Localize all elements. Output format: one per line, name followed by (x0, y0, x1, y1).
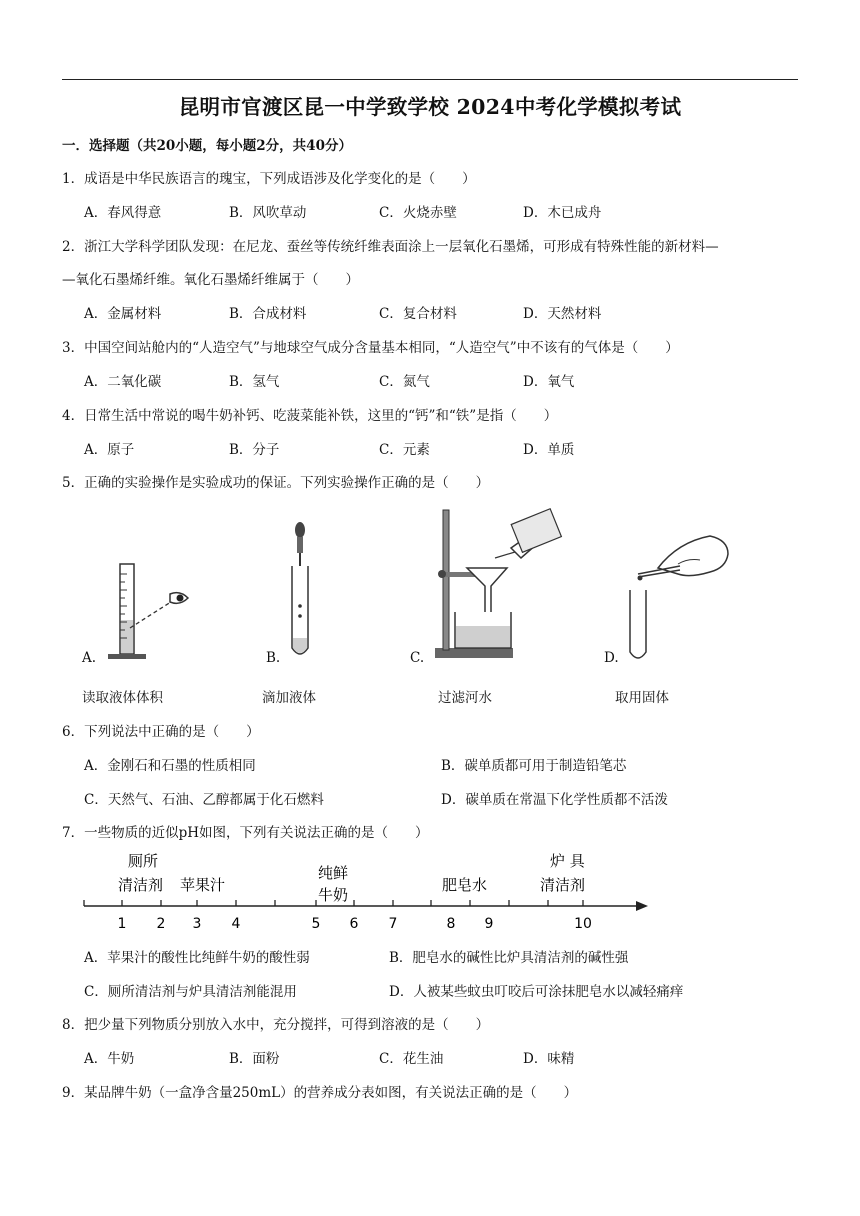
q4-option-c[interactable]: C．元素 (379, 442, 430, 458)
q5-letter-c: C. (410, 650, 425, 666)
q8-option-d[interactable]: D．味精 (523, 1051, 575, 1067)
ph-tick-5: 5 (311, 916, 321, 932)
ph-tick-9: 9 (484, 916, 494, 932)
q8-option-c[interactable]: C．花生油 (379, 1051, 444, 1067)
question-2-stem-line1: 2．浙江大学科学团队发现：在尼龙、蚕丝等传统纤维表面涂上一层氧化石墨烯，可形成有特殊性能的新材料— (62, 239, 719, 255)
ph-tick-6: 6 (349, 916, 359, 932)
graduated-cylinder-reading-figure (100, 560, 200, 665)
q3-option-d[interactable]: D．氧气 (523, 374, 575, 390)
tweezers-test-tube-figure (618, 528, 733, 668)
q5-caption-d: 取用固体 (615, 690, 669, 706)
question-6-stem: 6．下列说法中正确的是（ ） (62, 724, 260, 740)
q1-option-c[interactable]: C．火烧赤壁 (379, 205, 457, 221)
ph-label-soap: 肥皂水 (442, 876, 488, 894)
question-2-stem-line2: —氧化石墨烯纤维。氧化石墨烯纤维属于（ ） (62, 272, 359, 288)
q8-option-a[interactable]: A．牛奶 (84, 1051, 135, 1067)
question-7-stem: 7．一些物质的近似pH如图，下列有关说法正确的是（ ） (62, 825, 429, 841)
question-4-stem: 4．日常生活中常说的喝牛奶补钙、吃菠菜能补铁，这里的“钙”和“铁”是指（ ） (62, 408, 558, 424)
question-3-stem: 3．中国空间站舱内的“人造空气”与地球空气成分含量基本相同，“人造空气”中不该有的气体是（ ） (62, 340, 679, 356)
q6-option-b[interactable]: B．碳单质都可用于制造铅笔芯 (441, 758, 627, 774)
question-5-stem: 5．正确的实验操作是实验成功的保证。下列实验操作正确的是（ ） (62, 475, 490, 491)
ph-tick-1: 1 (117, 916, 127, 932)
ph-tick-4: 4 (231, 916, 241, 932)
q2-option-c[interactable]: C．复合材料 (379, 306, 457, 322)
q2-option-d[interactable]: D．天然材料 (523, 306, 602, 322)
q6-option-c[interactable]: C．天然气、石油、乙醇都属于化石燃料 (84, 792, 324, 808)
header-rule (62, 79, 798, 80)
ph-label-toilet-1: 厕所 (128, 852, 159, 870)
ph-tick-2: 2 (156, 916, 166, 932)
ph-axis-arrow (636, 901, 648, 911)
q7-option-b[interactable]: B．肥皂水的碱性比炉具清洁剂的碱性强 (389, 950, 629, 966)
q1-option-a[interactable]: A．春风得意 (84, 205, 162, 221)
q5-letter-d: D. (604, 650, 619, 666)
q1-option-d[interactable]: D．木已成舟 (523, 205, 602, 221)
q5-letter-a: A. (82, 650, 97, 666)
q7-option-c[interactable]: C．厕所清洁剂与炉具清洁剂能混用 (84, 984, 297, 1000)
q4-option-b[interactable]: B．分子 (229, 442, 280, 458)
ph-tick-8: 8 (446, 916, 456, 932)
q6-option-a[interactable]: A．金刚石和石墨的性质相同 (84, 758, 256, 774)
ph-scale-figure (80, 848, 650, 936)
ph-label-toilet-2: 清洁剂 (118, 876, 164, 894)
q7-option-d[interactable]: D．人被某些蚊虫叮咬后可涂抹肥皂水以减轻痛痒 (389, 984, 684, 1000)
q8-option-b[interactable]: B．面粉 (229, 1051, 280, 1067)
ph-tick-10: 10 (574, 916, 592, 932)
ph-tick-3: 3 (192, 916, 202, 932)
q5-caption-b: 滴加液体 (262, 690, 316, 706)
question-9-stem: 9．某品牌牛奶（一盒净含量250mL）的营养成分表如图，有关说法正确的是（ ） (62, 1085, 578, 1101)
filtration-apparatus-figure (425, 508, 575, 668)
dropper-test-tube-figure (280, 520, 320, 665)
ph-label-apple: 苹果汁 (180, 876, 226, 894)
page-title: 昆明市官渡区昆一中学致学校 2024中考化学模拟考试 (178, 95, 682, 119)
ph-label-stove-2: 清洁剂 (540, 876, 586, 894)
ph-label-milk-2: 牛奶 (318, 886, 349, 904)
ph-label-milk-1: 纯鲜 (318, 864, 349, 882)
ph-label-stove-1: 炉 具 (550, 852, 585, 870)
section-heading: 一．选择题（共20小题，每小题2分，共40分） (62, 138, 352, 154)
q3-option-c[interactable]: C．氮气 (379, 374, 430, 390)
question-1-stem: 1．成语是中华民族语言的瑰宝，下列成语涉及化学变化的是（ ） (62, 171, 476, 187)
q5-caption-a: 读取液体体积 (82, 690, 163, 706)
q2-option-a[interactable]: A．金属材料 (84, 306, 162, 322)
q5-letter-b: B. (266, 650, 281, 666)
q1-option-b[interactable]: B．风吹草动 (229, 205, 307, 221)
question-8-stem: 8．把少量下列物质分别放入水中，充分搅拌，可得到溶液的是（ ） (62, 1017, 490, 1033)
q4-option-d[interactable]: D．单质 (523, 442, 575, 458)
q3-option-a[interactable]: A．二氧化碳 (84, 374, 162, 390)
q7-option-a[interactable]: A．苹果汁的酸性比纯鲜牛奶的酸性弱 (84, 950, 310, 966)
q5-caption-c: 过滤河水 (438, 690, 492, 706)
q2-option-b[interactable]: B．合成材料 (229, 306, 307, 322)
q3-option-b[interactable]: B．氢气 (229, 374, 280, 390)
q6-option-d[interactable]: D．碳单质在常温下化学性质都不活泼 (441, 792, 668, 808)
q4-option-a[interactable]: A．原子 (84, 442, 135, 458)
ph-tick-7: 7 (388, 916, 398, 932)
